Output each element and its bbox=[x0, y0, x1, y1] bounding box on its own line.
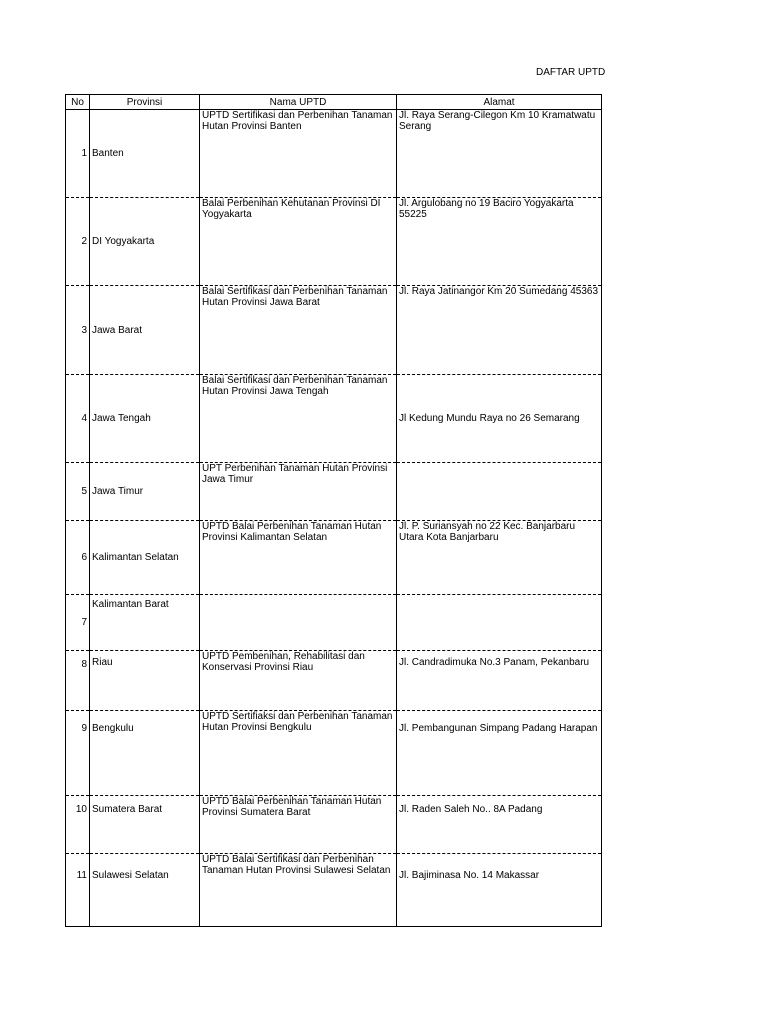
header-alamat: Alamat bbox=[397, 95, 602, 110]
cell-nama-uptd: Balai Perbenihan Kehutanan Provinsi DI Yogyakarta bbox=[200, 198, 397, 286]
table-row bbox=[66, 198, 602, 286]
cell-nama-uptd: UPTD Balai Perbenihan Tanaman Hutan Provinsi Sumatera Barat bbox=[200, 796, 397, 854]
cell-nama-uptd: UPTD Balai Perbenihan Tanaman Hutan Provinsi Kalimantan Selatan bbox=[200, 521, 397, 595]
cell-nama-uptd: UPT Perbenihan Tanaman Hutan Provinsi Jawa Timur bbox=[200, 463, 397, 521]
cell-alamat: Jl. Bajiminasa No. 14 Makassar bbox=[397, 854, 602, 927]
table-row bbox=[66, 651, 602, 711]
cell-provinsi: Sulawesi Selatan bbox=[90, 854, 200, 927]
cell-no: 5 bbox=[66, 463, 90, 521]
cell-alamat: Jl. Pembangunan Simpang Padang Harapan bbox=[397, 711, 602, 796]
cell-alamat bbox=[397, 463, 602, 521]
cell-alamat: Jl. Candradimuka No.3 Panam, Pekanbaru bbox=[397, 651, 602, 711]
uptd-table bbox=[65, 94, 602, 927]
table-row bbox=[66, 110, 602, 198]
table-row bbox=[66, 375, 602, 463]
cell-provinsi: Kalimantan Barat bbox=[90, 595, 200, 651]
cell-no: 3 bbox=[66, 286, 90, 375]
cell-nama-uptd: UPTD Sertifikasi dan Perbenihan Tanaman Hutan Provinsi Banten bbox=[200, 110, 397, 198]
cell-nama-uptd: Balai Sertifikasi dan Perbenihan Tanaman Hutan Provinsi Jawa Barat bbox=[200, 286, 397, 375]
header-provinsi: Provinsi bbox=[90, 95, 200, 110]
cell-no: 10 bbox=[66, 796, 90, 854]
cell-alamat: Jl. P. Suriansyah no 22 Kec. Banjarbaru Utara Kota Banjarbaru bbox=[397, 521, 602, 595]
cell-provinsi: Riau bbox=[90, 651, 200, 711]
header-no: No bbox=[66, 95, 90, 110]
cell-no: 11 bbox=[66, 854, 90, 927]
cell-nama-uptd bbox=[200, 595, 397, 651]
cell-provinsi: Bengkulu bbox=[90, 711, 200, 796]
cell-alamat bbox=[397, 595, 602, 651]
cell-alamat: Jl Kedung Mundu Raya no 26 Semarang bbox=[397, 375, 602, 463]
cell-nama-uptd: UPTD Sertifiaksi dan Perbenihan Tanaman Hutan Provinsi Bengkulu bbox=[200, 711, 397, 796]
table-row bbox=[66, 286, 602, 375]
cell-provinsi: DI Yogyakarta bbox=[90, 198, 200, 286]
cell-no: 4 bbox=[66, 375, 90, 463]
cell-provinsi: Jawa Timur bbox=[90, 463, 200, 521]
cell-provinsi: Jawa Tengah bbox=[90, 375, 200, 463]
cell-alamat: Jl. Raya Jatinangor Km 20 Sumedang 45363 bbox=[397, 286, 602, 375]
cell-no: 6 bbox=[66, 521, 90, 595]
table-row bbox=[66, 595, 602, 651]
cell-provinsi: Banten bbox=[90, 110, 200, 198]
cell-no: 8 bbox=[66, 651, 90, 711]
cell-provinsi: Sumatera Barat bbox=[90, 796, 200, 854]
document-title: DAFTAR UPTD bbox=[536, 67, 606, 78]
cell-no: 1 bbox=[66, 110, 90, 198]
table-row bbox=[66, 521, 602, 595]
table-row bbox=[66, 854, 602, 927]
cell-no: 9 bbox=[66, 711, 90, 796]
table-row bbox=[66, 463, 602, 521]
cell-nama-uptd: UPTD Pembenihan, Rehabilitasi dan Konservasi Provinsi Riau bbox=[200, 651, 397, 711]
cell-alamat: Jl. Raden Saleh No.. 8A Padang bbox=[397, 796, 602, 854]
table-row bbox=[66, 796, 602, 854]
table-header-row bbox=[66, 95, 602, 110]
cell-provinsi: Jawa Barat bbox=[90, 286, 200, 375]
table-row bbox=[66, 711, 602, 796]
cell-no: 7 bbox=[66, 595, 90, 651]
cell-provinsi: Kalimantan Selatan bbox=[90, 521, 200, 595]
cell-alamat: Jl. Argulobang no 19 Baciro Yogyakarta 55225 bbox=[397, 198, 602, 286]
cell-nama-uptd: UPTD Balai Sertifikasi dan Perbenihan Tanaman Hutan Provinsi Sulawesi Selatan bbox=[200, 854, 397, 927]
cell-nama-uptd: Balai Sertifikasi dan Perbenihan Tanaman Hutan Provinsi Jawa Tengah bbox=[200, 375, 397, 463]
cell-no: 2 bbox=[66, 198, 90, 286]
header-nama-uptd: Nama UPTD bbox=[200, 95, 397, 110]
cell-alamat: Jl. Raya Serang-Cilegon Km 10 Kramatwatu Serang bbox=[397, 110, 602, 198]
